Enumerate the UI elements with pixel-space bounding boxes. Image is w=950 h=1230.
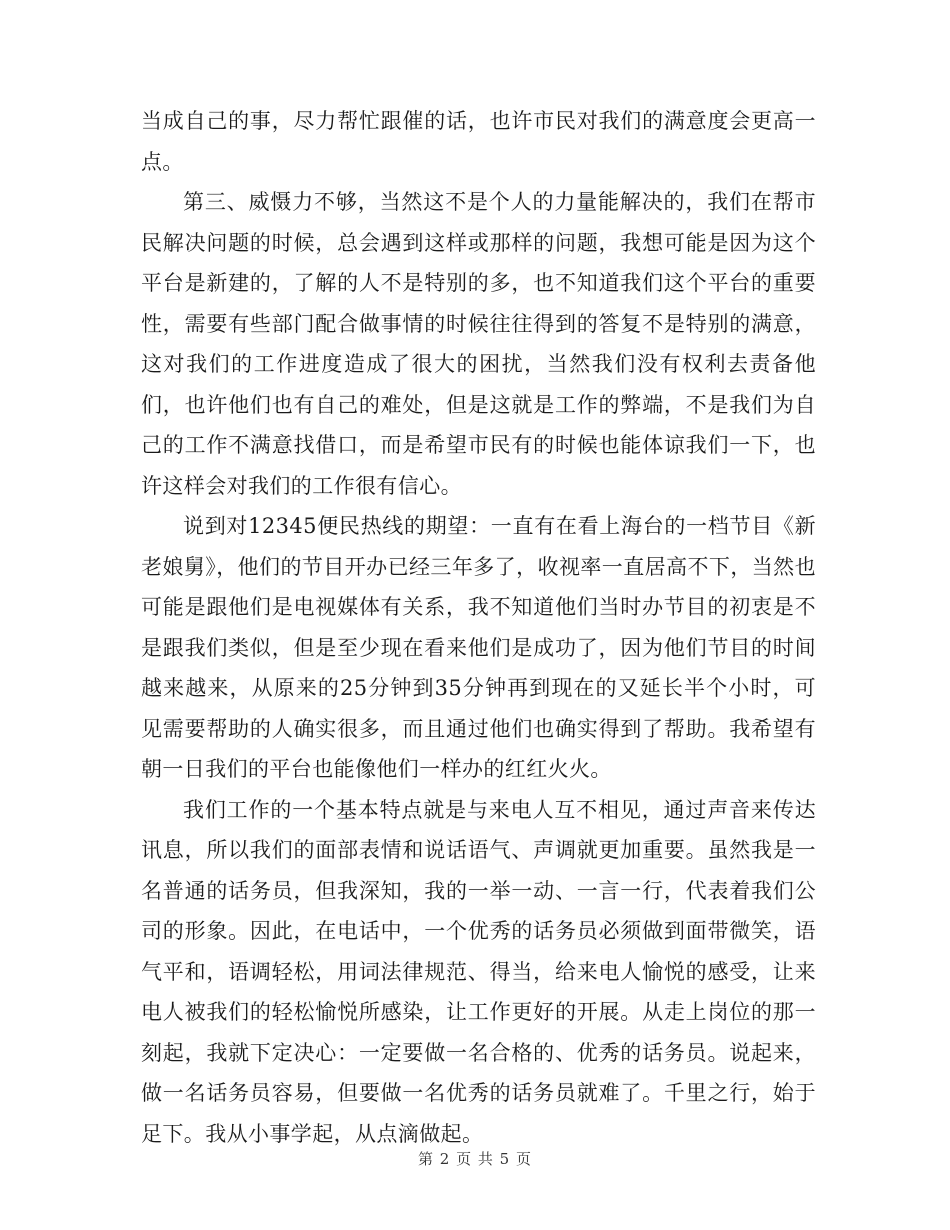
paragraph-work-characteristics: 我们工作的一个基本特点就是与来电人互不相见，通过声音来传达讯息，所以我们的面部表情和说话语气、声调就更加重要。虽然我是一名普通的话务员，但我深知，我的一举一动、一言一行，代表着我们公司的形象。因此，在电话中，一个优秀的话务员必须做到面带微笑，语气平和，语调轻松，用词法律规范、得当，给来电人愉悦的感受，让来电人被我们的轻松愉悦所感染，让工作更好的开展。从走上岗位的那一刻起，我就下定决心：一定要做一名合格的、优秀的话务员。说起来，做一名话务员容易，但要做一名优秀的话务员就难了。千里之行，始于足下。我从小事学起，从点滴做起。 [141, 797, 816, 1146]
paragraph-continuation: 当成自己的事，尽力帮忙跟催的话，也许市民对我们的满意度会更高一点。 [141, 109, 816, 174]
paragraph-expectation: 说到对12345便民热线的期望：一直有在看上海台的一档节目《新老娘舅》，他们的节目开办已经三年多了，收视率一直居高不下，当然也可能是跟他们是电视媒体有关系，我不知道他们当时办节目的初衷是不是跟我们类似，但是至少现在看来他们是成功了，因为他们节目的时间越来越来，从原来的25分钟到35分钟再到现在的又延长半个小时，可见需要帮助的人确实很多，而且通过他们也确实得到了帮助。我希望有朝一日我们的平台也能像他们一样办的红红火火。 [141, 514, 816, 781]
document-body [141, 101, 816, 1154]
paragraph-third-point: 第三、威慑力不够，当然这不是个人的力量能解决的，我们在帮市民解决问题的时候，总会遇到这样或那样的问题，我想可能是因为这个平台是新建的，了解的人不是特别的多，也不知道我们这个平台的重要性，需要有些部门配合做事情的时候往往得到的答复不是特别的满意，这对我们的工作进度造成了很大的困扰，当然我们没有权利去责备他们，也许他们也有自己的难处，但是这就是工作的弊端，不是我们为自己的工作不满意找借口，而是希望市民有的时候也能体谅我们一下，也许这样会对我们的工作很有信心。 [141, 190, 816, 498]
page-footer: 第 2 页 共 5 页 [418, 1150, 532, 1168]
